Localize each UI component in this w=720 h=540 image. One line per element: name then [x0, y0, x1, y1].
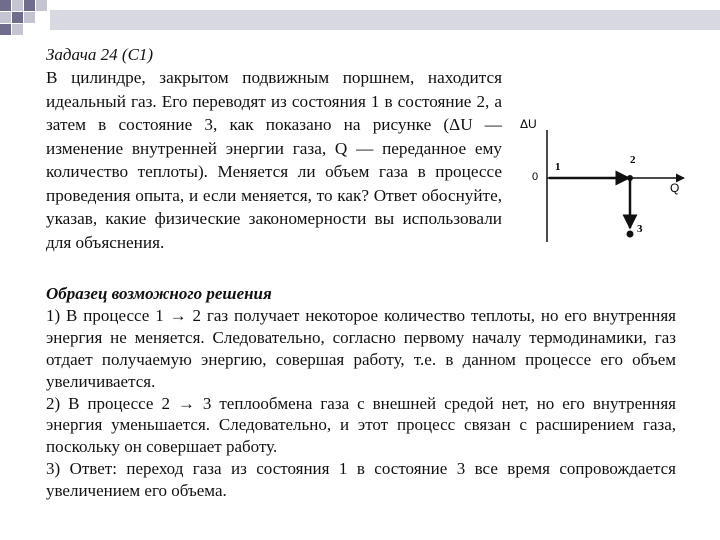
solution-step-3: 3) Ответ: переход газа из состояния 1 в состояние 3 все время сопровождается увеличением его объема.: [46, 459, 676, 501]
point-2-label: 2: [630, 154, 636, 166]
y-axis-label: ΔU: [520, 117, 537, 131]
x-axis-label: Q: [670, 181, 680, 195]
state-3-point: [627, 231, 634, 238]
slide-decoration: [0, 0, 720, 40]
process-diagram: [512, 110, 692, 250]
solution-step-2: 2) В процессе 2 → 3 теплообмена газа с внешней средой нет, но его внутренняя энергия уменьшается. Следовательно, и этот процесс связан с расширением газа, поскольку он совершает работу.: [46, 393, 676, 457]
task-title: Задача 24 (С1): [46, 45, 154, 64]
solution-title: Образец возможного решения: [46, 284, 272, 303]
problem-text: В цилиндре, закрытом подвижным поршнем, находится идеальный газ. Его переводят из состояния 1 в состояние 2, а затем в состояние 3, как показано на рисунке (ΔU — изменение внутренней энергии газа, Q — переданное ему количество теплоты). Меняется ли объем газа в процессе проведения опыта, и если меняется, то как? Ответ обоснуйте, указав, какие физические закономерности вы использовали для объяснения.: [46, 68, 502, 252]
point-3-label: 3: [637, 223, 643, 235]
solution-block: [46, 283, 676, 502]
solution-step-1: 1) В процессе 1 → 2 газ получает некоторое количество теплоты, но его внутренняя энергия не меняется. Следовательно, согласно первому началу термодинамики, газ отдает получаемую энергию, совершая работу, т.е. в данном процессе его объем увеличивается.: [46, 305, 676, 391]
state-2-point: [627, 175, 633, 181]
origin-label: 0: [532, 171, 539, 183]
point-1-label: 1: [555, 161, 561, 173]
